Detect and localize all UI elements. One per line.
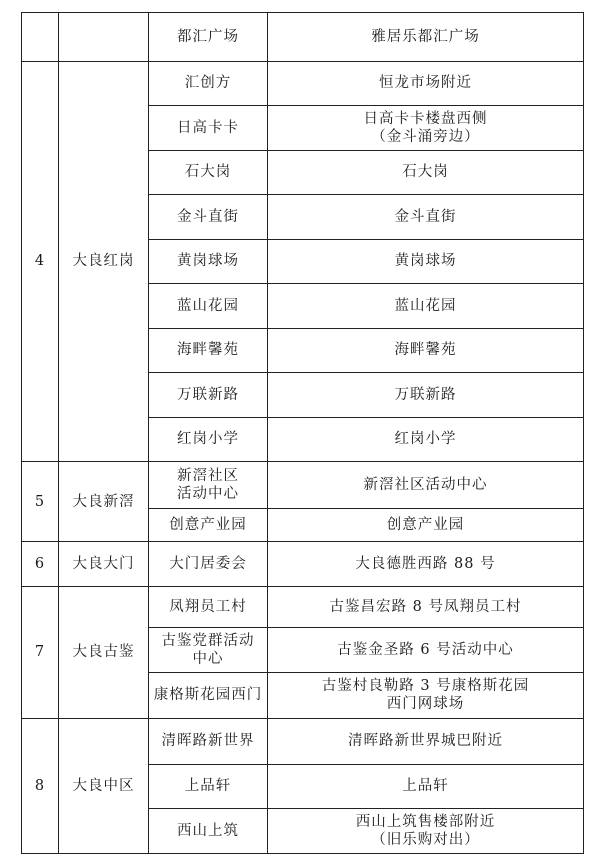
site-location-cell: 清晖路新世界城巴附近: [268, 719, 584, 765]
site-name-cell: 石大岗: [149, 150, 268, 195]
community-cell: [59, 13, 149, 62]
site-location-cell: 新滘社区活动中心: [268, 462, 584, 509]
site-name-cell: 红岗小学: [149, 417, 268, 462]
site-name-cell: [149, 628, 268, 673]
site-location-text: 日高卡卡楼盘西侧 （金斗涌旁边）: [363, 110, 488, 145]
site-name-cell: 海畔馨苑: [149, 328, 268, 373]
site-location-cell: 石大岗: [268, 150, 584, 195]
site-location-cell: 恒龙市场附近: [268, 61, 584, 106]
site-name-cell: [149, 462, 268, 509]
site-name-cell: 黄岗球场: [149, 239, 268, 284]
number-cell: 8: [22, 719, 59, 854]
community-cell: 大良古鉴: [59, 586, 149, 719]
site-location-cell: 上品轩: [268, 764, 584, 809]
site-name-cell: 创意产业园: [149, 508, 268, 541]
site-location-cell: [268, 672, 584, 719]
site-location-cell: 蓝山花园: [268, 284, 584, 329]
table-row: [22, 542, 584, 587]
site-location-cell: 万联新路: [268, 373, 584, 418]
document-page: [21, 12, 583, 854]
table-row: [22, 13, 584, 62]
number-cell: 4: [22, 61, 59, 462]
site-location-cell: 红岗小学: [268, 417, 584, 462]
site-location-cell: [268, 106, 584, 151]
site-name-cell: 西山上筑: [149, 809, 268, 854]
site-name-cell: 凤翔员工村: [149, 586, 268, 627]
community-cell: 大良大门: [59, 542, 149, 587]
site-name-text: 古鉴党群活动 中心: [161, 632, 255, 667]
table-row: [22, 462, 584, 509]
site-location-cell: 黄岗球场: [268, 239, 584, 284]
table-row: [22, 61, 584, 106]
site-location-cell: 古鉴金圣路 6 号活动中心: [268, 628, 584, 673]
site-name-cell: 清晖路新世界: [149, 719, 268, 765]
site-name-cell: 蓝山花园: [149, 284, 268, 329]
community-cell: 大良中区: [59, 719, 149, 854]
number-cell: 6: [22, 542, 59, 587]
site-name-cell: 大门居委会: [149, 542, 268, 587]
number-cell: 7: [22, 586, 59, 719]
site-location-cell: 雅居乐都汇广场: [268, 13, 584, 62]
site-name-cell: 日高卡卡: [149, 106, 268, 151]
number-cell: [22, 13, 59, 62]
number-cell: 5: [22, 462, 59, 542]
site-name-cell: 上品轩: [149, 764, 268, 809]
site-location-cell: 金斗直街: [268, 195, 584, 240]
site-location-cell: 大良德胜西路 88 号: [268, 542, 584, 587]
community-cell: 大良新滘: [59, 462, 149, 542]
table-row: [22, 719, 584, 765]
site-name-cell: 都汇广场: [149, 13, 268, 62]
site-location-cell: [268, 809, 584, 854]
site-table: [21, 12, 584, 854]
site-location-text: 古鉴村良勒路 3 号康格斯花园 西门网球场: [321, 678, 530, 713]
site-location-text: 西山上筑售楼部附近 （旧乐购对出）: [355, 814, 496, 849]
community-cell: 大良红岗: [59, 61, 149, 462]
site-name-cell: 万联新路: [149, 373, 268, 418]
site-name-cell: 康格斯花园西门: [149, 672, 268, 719]
site-location-cell: 海畔馨苑: [268, 328, 584, 373]
site-name-text: 新滘社区 活动中心: [177, 467, 239, 502]
table-row: [22, 586, 584, 627]
site-location-cell: 古鉴昌宏路 8 号凤翔员工村: [268, 586, 584, 627]
site-name-cell: 金斗直街: [149, 195, 268, 240]
site-location-cell: 创意产业园: [268, 508, 584, 541]
site-name-cell: 汇创方: [149, 61, 268, 106]
